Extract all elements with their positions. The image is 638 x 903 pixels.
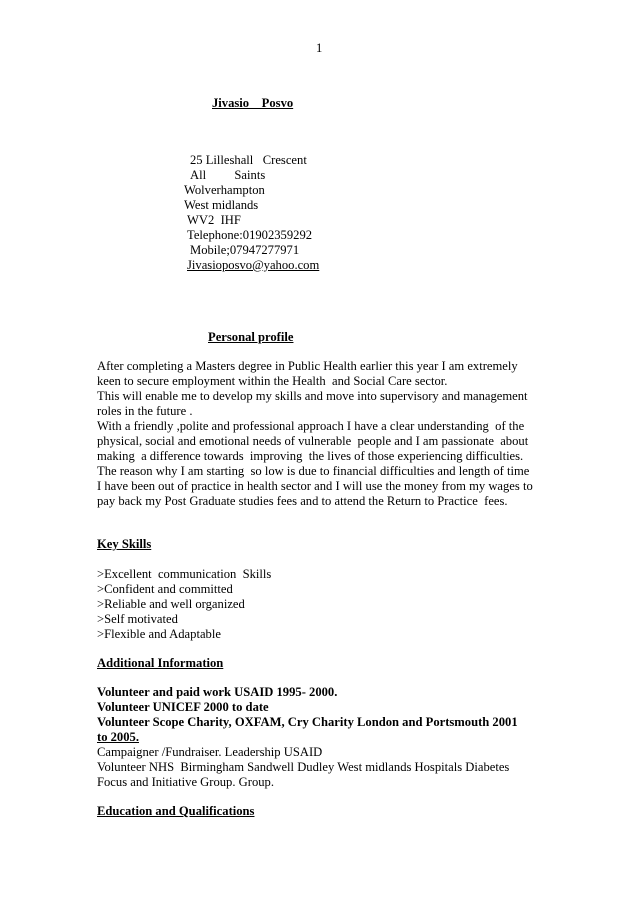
address-line: All Saints bbox=[190, 168, 266, 182]
skill-item: >Confident and committed bbox=[97, 582, 233, 596]
profile-line: roles in the future . bbox=[97, 404, 193, 418]
education-heading: Education and Qualifications bbox=[97, 804, 255, 818]
profile-line: keen to secure employment within the Health and Social Care sector. bbox=[97, 374, 448, 388]
mobile: Mobile;07947277971 bbox=[190, 243, 300, 257]
skill-item: >Reliable and well organized bbox=[97, 597, 245, 611]
volunteer-line: Volunteer and paid work USAID 1995- 2000. bbox=[97, 685, 338, 699]
info-line: Campaigner /Fundraiser. Leadership USAID bbox=[97, 745, 323, 759]
email-link[interactable]: Jivasioposvo@yahoo.com bbox=[187, 258, 320, 272]
skill-item: >Excellent communication Skills bbox=[97, 567, 272, 581]
applicant-name: Jivasio Posvo bbox=[212, 96, 294, 110]
skill-item: >Flexible and Adaptable bbox=[97, 627, 221, 641]
skill-item: >Self motivated bbox=[97, 612, 178, 626]
profile-line: pay back my Post Graduate studies fees and to attend the Return to Practice fees. bbox=[97, 494, 508, 508]
additional-info-heading: Additional Information bbox=[97, 656, 224, 670]
info-line: Volunteer NHS Birmingham Sandwell Dudley West midlands Hospitals Diabetes bbox=[97, 760, 510, 774]
profile-line: The reason why I am starting so low is due to financial difficulties and length of time bbox=[97, 464, 530, 478]
profile-line: This will enable me to develop my skills and move into supervisory and management bbox=[97, 389, 528, 403]
telephone: Telephone:01902359292 bbox=[187, 228, 313, 242]
profile-line: physical, social and emotional needs of vulnerable people and I am passionate about bbox=[97, 434, 529, 448]
address-line: 25 Lilleshall Crescent bbox=[190, 153, 307, 167]
profile-line: After completing a Masters degree in Public Health earlier this year I am extremely bbox=[97, 359, 518, 373]
profile-line: making a difference towards improving the lives of those experiencing difficulties. bbox=[97, 449, 524, 463]
address-line: West midlands bbox=[184, 198, 259, 212]
address-line: Wolverhampton bbox=[184, 183, 265, 197]
volunteer-line-end: to 2005. bbox=[97, 730, 139, 744]
profile-line: With a friendly ,polite and professional approach I have a clear understanding of the bbox=[97, 419, 525, 433]
page-number: 1 bbox=[316, 41, 323, 55]
info-line: Focus and Initiative Group. Group. bbox=[97, 775, 274, 789]
key-skills-heading: Key Skills bbox=[97, 537, 152, 551]
personal-profile-heading: Personal profile bbox=[208, 330, 294, 344]
volunteer-line: Volunteer Scope Charity, OXFAM, Cry Charity London and Portsmouth 2001 bbox=[97, 715, 518, 729]
profile-line: I have been out of practice in health sector and I will use the money from my wages to bbox=[97, 479, 533, 493]
volunteer-line: Volunteer UNICEF 2000 to date bbox=[97, 700, 269, 714]
postcode: WV2 IHF bbox=[187, 213, 241, 227]
